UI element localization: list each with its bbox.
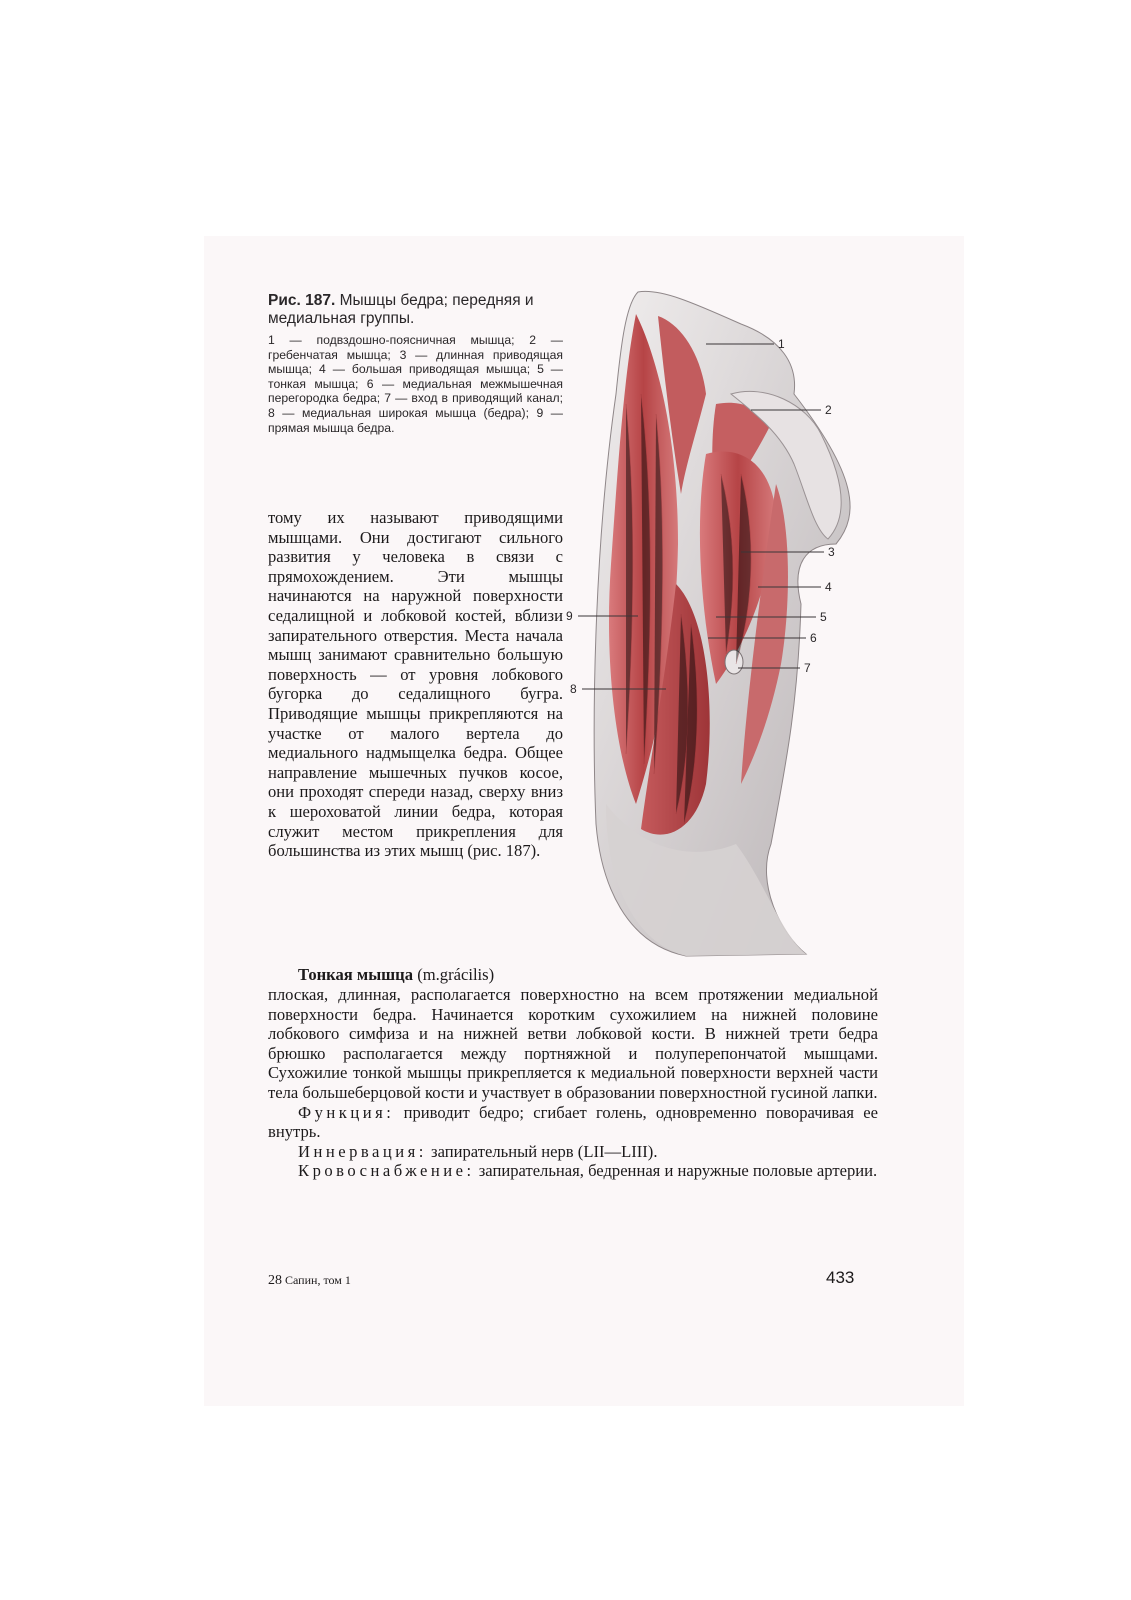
caption-title — [268, 292, 563, 328]
blood-supply-paragraph — [268, 1161, 878, 1181]
gracilis-title: Тонкая мышца — [298, 965, 414, 984]
innervation-label: Иннервация: — [298, 1141, 427, 1161]
thigh-muscles-illustration — [566, 284, 866, 959]
signature-text: Сапин, том 1 — [285, 1273, 351, 1287]
label-6: 6 — [810, 631, 817, 645]
label-1: 1 — [778, 337, 785, 351]
caption-fig-title: Мышцы бедра; передняя и медиальная группы. — [268, 292, 534, 327]
label-5: 5 — [820, 610, 827, 624]
signature-number: 28 — [268, 1273, 282, 1288]
label-3: 3 — [828, 545, 835, 559]
label-8: 8 — [570, 682, 577, 696]
gracilis-heading — [298, 965, 494, 985]
innervation-paragraph — [268, 1142, 878, 1162]
figure-caption — [268, 292, 563, 435]
label-9: 9 — [566, 609, 573, 623]
caption-fig-label: Рис. 187. — [268, 292, 336, 309]
footer-signature — [268, 1273, 351, 1289]
body-full-text — [268, 985, 878, 1181]
label-7: 7 — [804, 661, 811, 675]
caption-legend: 1 — подвздошно-поясничная мышца; 2 — гребенчатая мышца; 3 — длинная приводящая мышца; 4 — большая приводящая мышца; 5 — тонкая мышца; 6 — медиальная межмышечная перегородка бедра; 7 — вход в приводящий канал; 8 — медиальная широкая мышца (бедра); 9 — прямая мышца бедра. — [268, 333, 563, 435]
function-label: Функция: — [298, 1102, 395, 1122]
gracilis-paragraph: плоская, длинная, располагается поверхностно на всем протяжении медиальной поверхности бедра. Начинается коротким сухожилием на нижней половине лобкового симфиза и на нижней ветви лобковой кости. В нижней трети бедра брюшко располагается между портняжной и полуперепончатой мышцами. Сухожилие тонкой мышцы прикрепляется к медиальной поверхности верхней части тела большеберцовой кости и участвует в образовании поверхностной гусиной лапки. — [268, 985, 878, 1102]
page-number: 433 — [826, 1268, 855, 1287]
label-4: 4 — [825, 580, 832, 594]
innervation-text: запирательный нерв (LII—LIII). — [431, 1141, 658, 1161]
body-column-text: тому их называют приводящими мышцами. Они достигают сильного развития у человека в связи с прямохождением. Эти мышцы начинаются на наружной поверхности седалищной и лобковой костей, вблизи запирательного отверстия. Места начала мышц занимают сравнительно большую поверхность — от уровня лобкового бугорка до седалищного бугра. Приводящие мышцы прикрепляются на участке от малого вертела до медиального надмыщелка бедра. Общее направление мышечных пучков косое, они проходят спереди назад, сверху вниз к шероховатой линии бедра, которая служит местом прикрепления для большинства из этих мышц (рис. 187). — [268, 508, 563, 861]
function-paragraph — [268, 1103, 878, 1142]
gracilis-latin: (m.grácilis) — [417, 965, 495, 984]
adductor-canal-opening — [725, 650, 743, 674]
blood-supply-text: запирательная, бедренная и наружные половые артерии. — [478, 1161, 878, 1181]
blood-supply-label: Кровоснабжение: — [298, 1161, 475, 1181]
function-text: приводит бедро; сгибает голень, одновременно поворачивая ее внутрь. — [268, 1102, 878, 1142]
label-2: 2 — [825, 403, 832, 417]
